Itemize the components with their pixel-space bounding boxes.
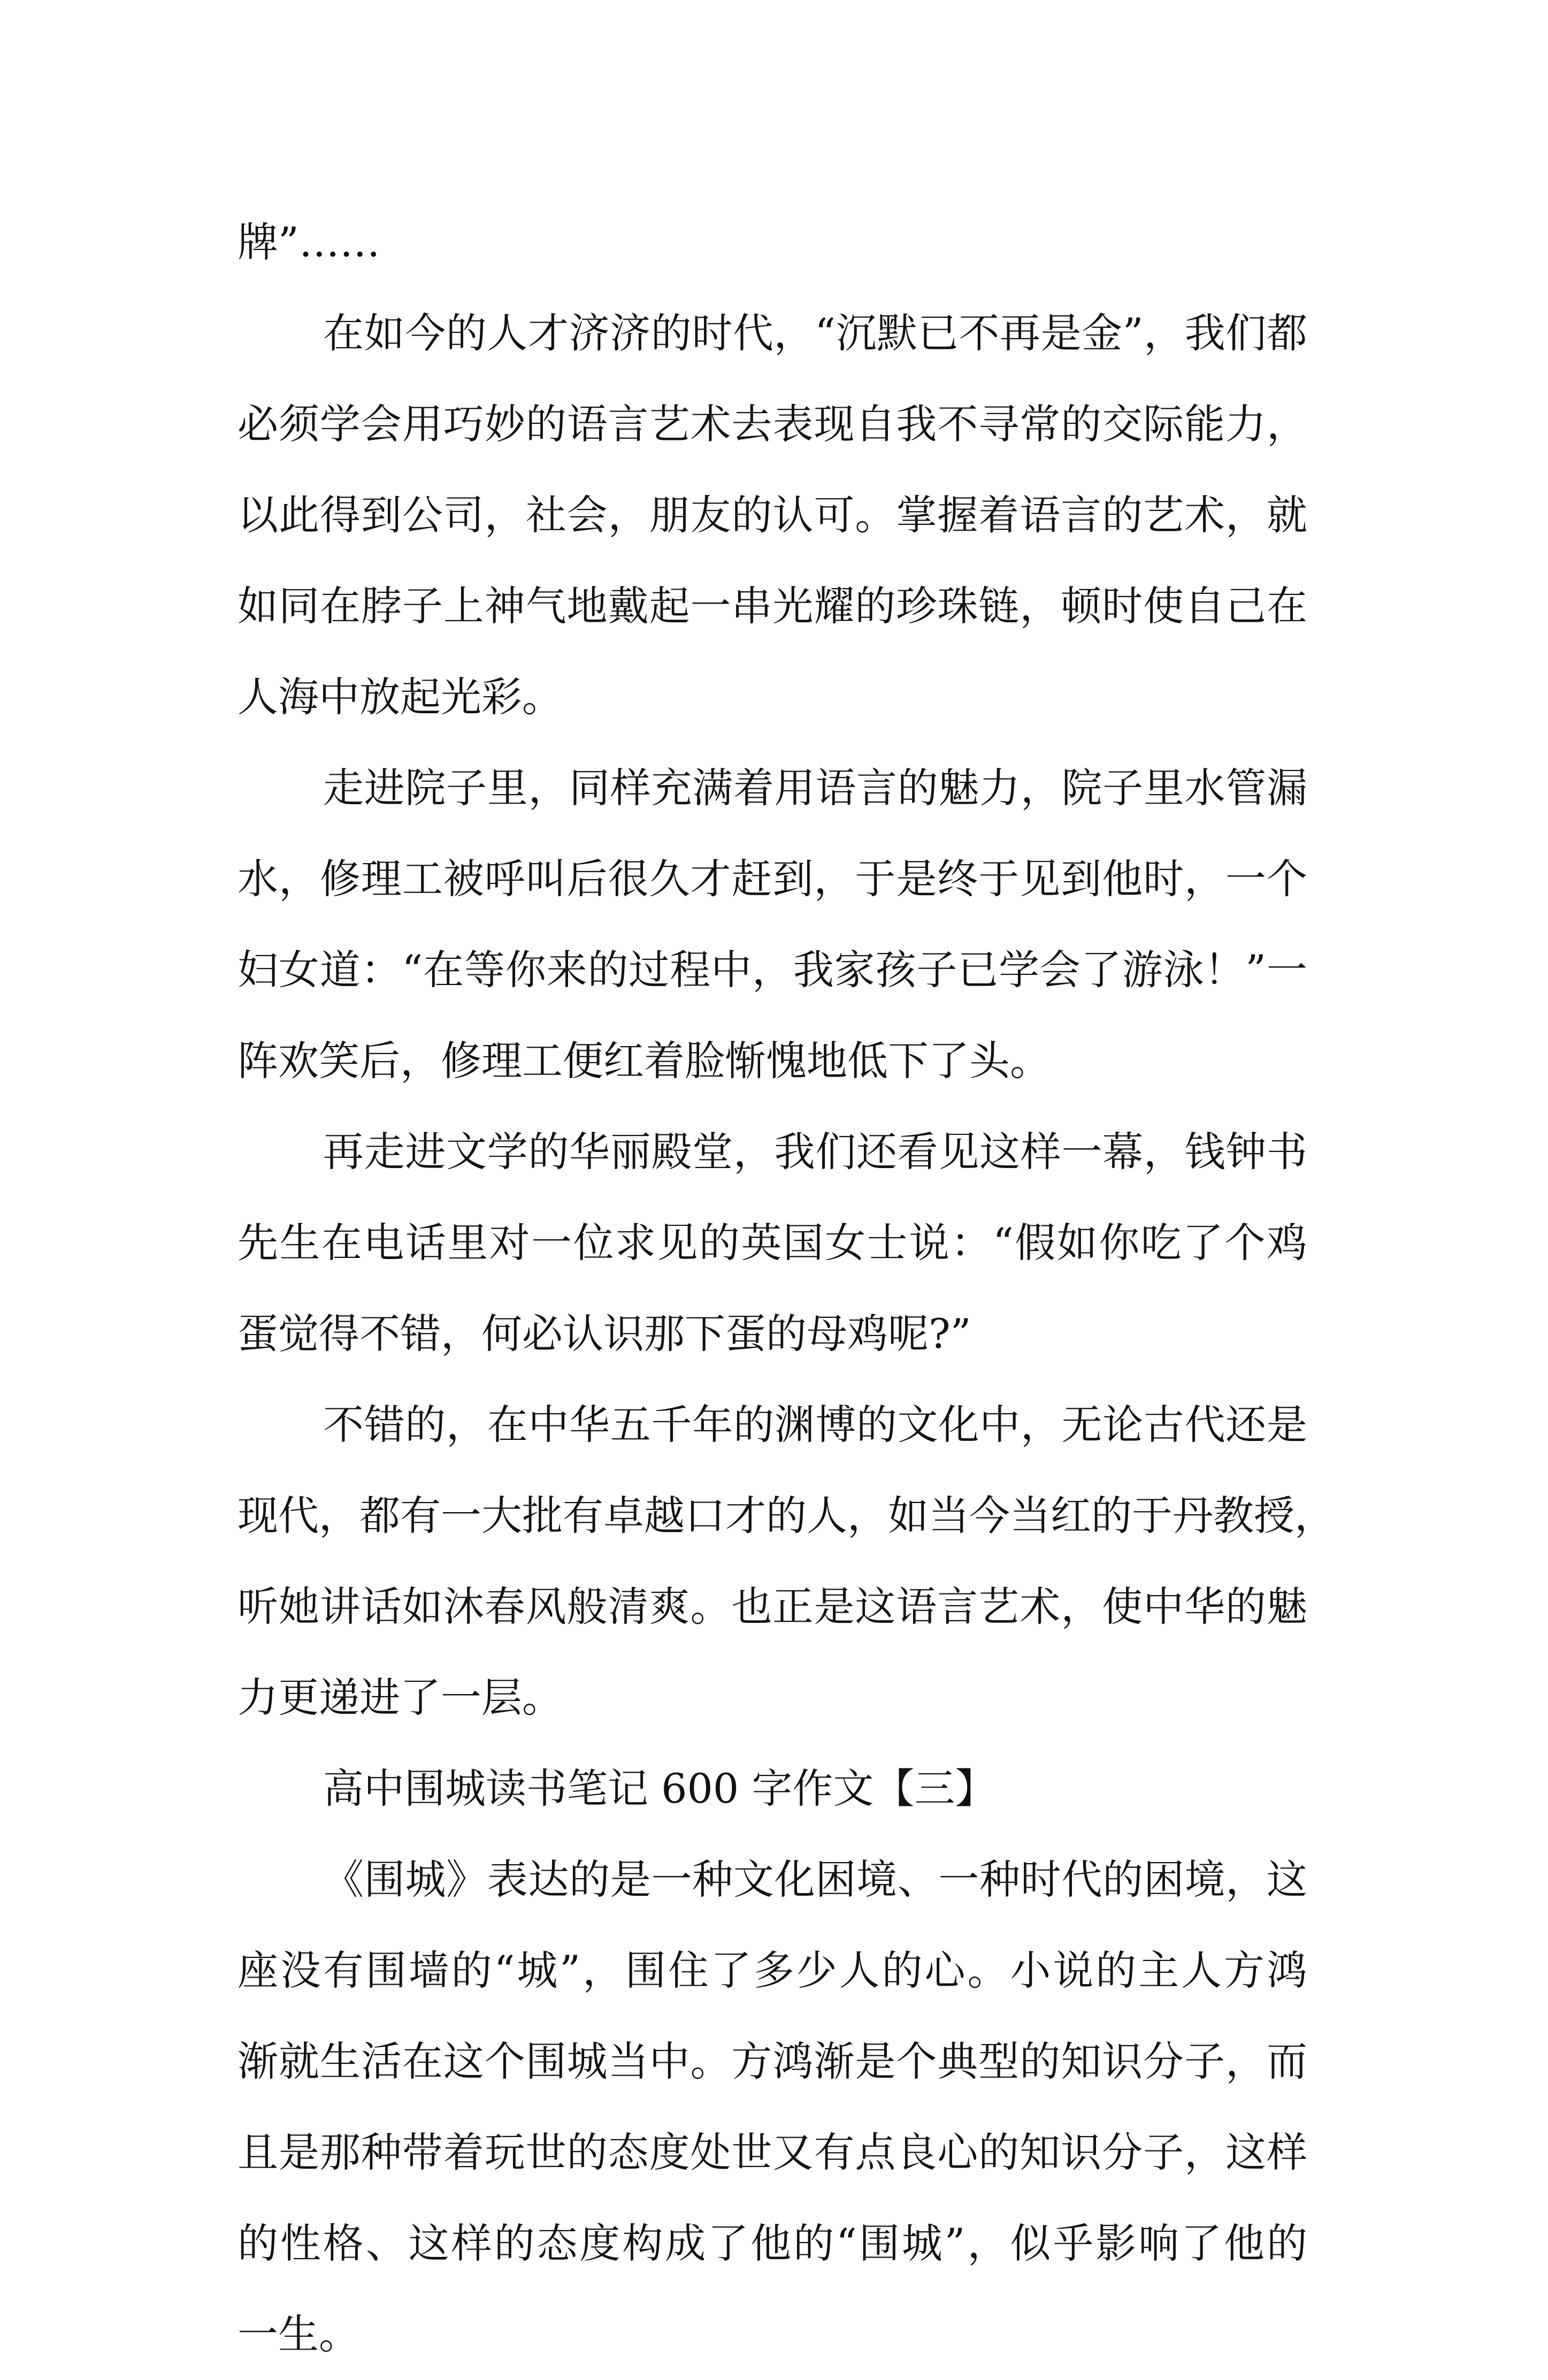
text-line: 蛋觉得不错，何必认识那下蛋的母鸡呢?” (237, 1310, 971, 1357)
text-line: 一生。 (237, 2310, 359, 2358)
paragraph-fortress-besieged (237, 1834, 1307, 2380)
text-line: 听她讲话如沐春风般清爽。也正是这语言艺术，使中华的魅 (237, 1583, 1307, 1630)
text-line: 渐就生活在这个围城当中。方鸿渐是个典型的知识分子，而 (237, 2038, 1307, 2085)
text-line: 座没有围墙的“城”，围住了多少人的心。小说的主人方鸿 (237, 1947, 1307, 1994)
paragraph-culture (237, 1379, 1335, 1743)
paragraph-language-art (237, 288, 1307, 743)
text-line: 不错的，在中华五千年的渊博的文化中，无论古代还是 (323, 1401, 1307, 1448)
paragraph-continuation (237, 197, 1307, 288)
text-line: 如同在脖子上神气地戴起一串光耀的珍珠链，顿时使自己在 (237, 582, 1307, 630)
text-line: 以此得到公司，社会，朋友的认可。掌握着语言的艺术，就 (237, 491, 1307, 539)
text-line: 现代，都有一大批有卓越口才的人，如当今当红的于丹教授， (237, 1492, 1335, 1539)
text-line: 水，修理工被呼叫后很久才赶到，于是终于见到他时，一个 (237, 855, 1307, 903)
paragraph-literature (237, 1107, 1307, 1379)
text-line: 力更递进了一层。 (237, 1674, 563, 1721)
section-heading (237, 1743, 1307, 1834)
text-line: 牌”…… (237, 218, 380, 266)
text-line: 妇女道：“在等你来的过程中，我家孩子已学会了游泳！”一 (237, 946, 1307, 994)
text-line: 人海中放起光彩。 (237, 673, 563, 721)
text-line: 的性格、这样的态度构成了他的“围城”，似乎影响了他的 (237, 2219, 1307, 2267)
paragraph-courtyard (237, 743, 1307, 1107)
text-line: 再走进文学的华丽殿堂，我们还看见这样一幕，钱钟书 (323, 1128, 1307, 1176)
text-line: 阵欢笑后，修理工便红着脸惭愧地低下了头。 (237, 1037, 1051, 1085)
text-line: 在如今的人才济济的时代，“沉默已不再是金”，我们都 (323, 309, 1307, 357)
text-line: 先生在电话里对一位求见的英国女士说：“假如你吃了个鸡 (237, 1219, 1307, 1267)
text-line: 且是那种带着玩世的态度处世又有点良心的知识分子，这样 (237, 2129, 1307, 2176)
text-line: 必须学会用巧妙的语言艺术去表现自我不寻常的交际能力， (237, 400, 1307, 448)
document-body (237, 197, 1335, 2380)
section-heading-text: 高中围城读书笔记 600 字作文【三】 (323, 1765, 996, 1812)
text-line: 走进院子里，同样充满着用语言的魅力，院子里水管漏 (323, 764, 1307, 812)
text-line: 《围城》表达的是一种文化困境、一种时代的困境，这 (323, 1856, 1307, 1903)
